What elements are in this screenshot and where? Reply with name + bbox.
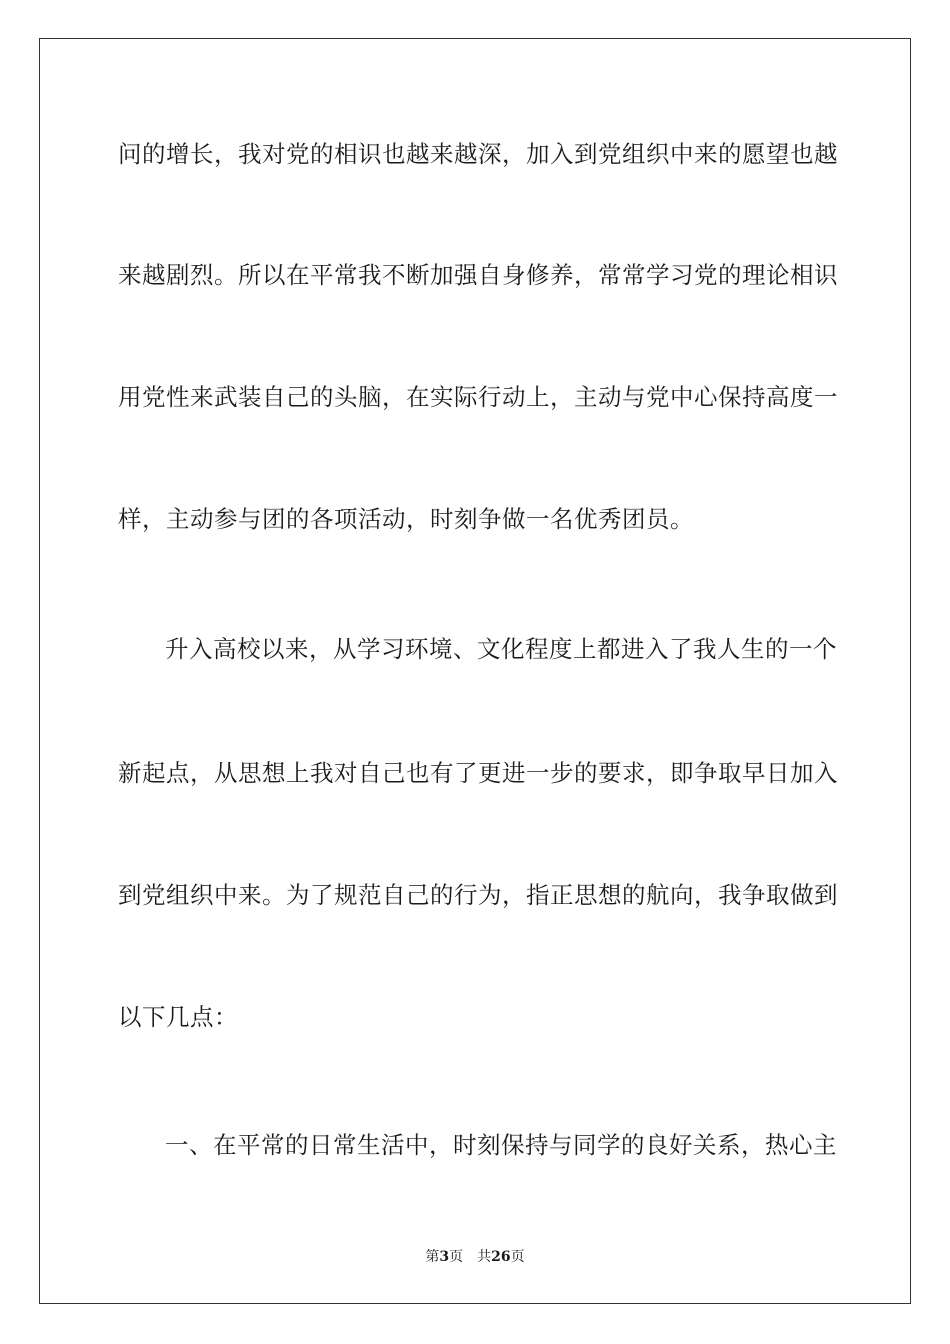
footer-total-suffix: 页: [510, 1249, 525, 1265]
footer-page-prefix: 第: [425, 1249, 440, 1265]
page-frame: [39, 38, 911, 1304]
body-line-4: 样，主动参与团的各项活动，时刻争做一名优秀团员。: [118, 505, 694, 533]
body-line-5: 升入高校以来，从学习环境、文化程度上都进入了我人生的一个: [165, 635, 837, 663]
body-line-1: 问的增长，我对党的相识也越来越深，加入到党组织中来的愿望也越: [118, 140, 838, 168]
body-line-3: 用党性来武装自己的头脑，在实际行动上，主动与党中心保持高度一: [118, 383, 838, 411]
footer-page-number: 3: [439, 1249, 450, 1265]
footer-total-prefix: 共: [477, 1249, 492, 1265]
body-line-9: 一、在平常的日常生活中，时刻保持与同学的良好关系，热心主: [165, 1131, 837, 1159]
body-line-7: 到党组织中来。为了规范自己的行为，指正思想的航向，我争取做到: [118, 881, 838, 909]
body-line-8: 以下几点：: [118, 1003, 238, 1031]
body-line-2: 来越剧烈。所以在平常我不断加强自身修养，常常学习党的理论相识: [118, 261, 838, 289]
body-line-6: 新起点，从思想上我对自己也有了更进一步的要求，即争取早日加入: [118, 759, 838, 787]
footer-total-pages: 26: [491, 1249, 511, 1265]
footer-page-suffix: 页: [449, 1249, 464, 1265]
page-footer: [0, 1248, 950, 1266]
